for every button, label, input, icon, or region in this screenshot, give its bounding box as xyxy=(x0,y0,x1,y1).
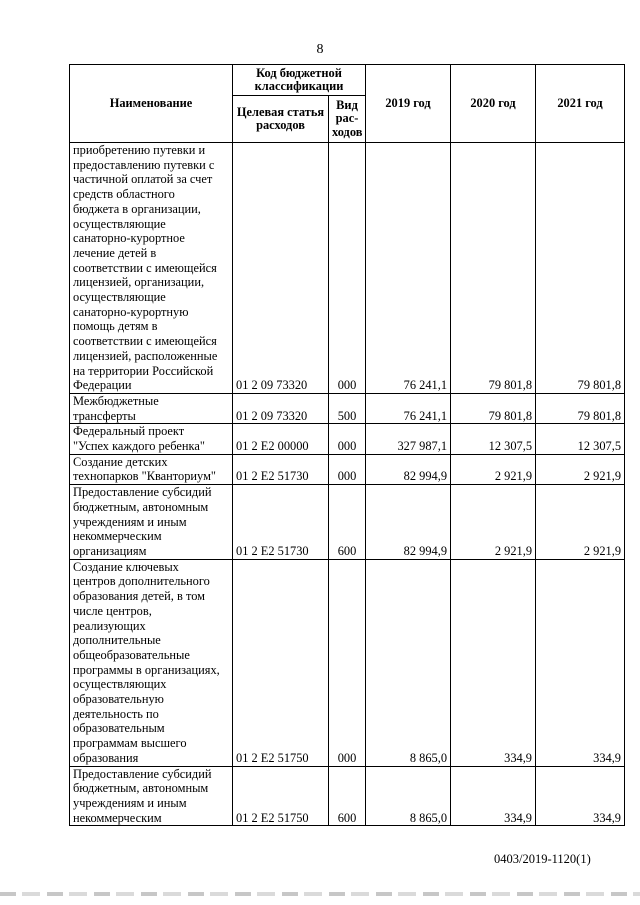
row-value-2020: 2 921,9 xyxy=(451,454,536,484)
row-expense-kind: 000 xyxy=(329,559,366,766)
row-name: Создание детских технопарков "Кванториум" xyxy=(70,454,233,484)
row-target-code: 01 2 E2 51750 xyxy=(233,559,329,766)
table-row xyxy=(70,393,625,423)
row-target-code: 01 2 E2 51730 xyxy=(233,454,329,484)
row-value-2019: 76 241,1 xyxy=(366,393,451,423)
row-name: Предоставление субсидий бюджетным, автономным учреждениям и иным некоммерческим xyxy=(70,766,233,826)
row-expense-kind: 600 xyxy=(329,485,366,560)
row-value-2020: 2 921,9 xyxy=(451,485,536,560)
row-value-2021: 79 801,8 xyxy=(536,393,625,423)
row-value-2021: 79 801,8 xyxy=(536,143,625,394)
table-row xyxy=(70,559,625,766)
row-value-2020: 79 801,8 xyxy=(451,393,536,423)
row-target-code: 01 2 E2 51750 xyxy=(233,766,329,826)
document-registration-code: 0403/2019-1120(1) xyxy=(494,852,591,866)
row-name: Межбюджетные трансферты xyxy=(70,393,233,423)
header-2021: 2021 год xyxy=(536,65,625,143)
table-row xyxy=(70,485,625,560)
row-name: Федеральный проект "Успех каждого ребенка" xyxy=(70,424,233,454)
table-row xyxy=(70,766,625,826)
table-row xyxy=(70,143,625,394)
header-code-group: Код бюджетной классификации xyxy=(233,65,366,96)
header-expense-kind: Вид рас- ходов xyxy=(329,96,366,143)
row-value-2019: 327 987,1 xyxy=(366,424,451,454)
table-row xyxy=(70,424,625,454)
scan-edge-artifact xyxy=(0,892,640,896)
budget-table xyxy=(69,64,625,826)
row-target-code: 01 2 E2 51730 xyxy=(233,485,329,560)
row-name: Предоставление субсидий бюджетным, автономным учреждениям и иным некоммерческим организациям xyxy=(70,485,233,560)
row-value-2020: 12 307,5 xyxy=(451,424,536,454)
row-value-2021: 334,9 xyxy=(536,766,625,826)
row-expense-kind: 000 xyxy=(329,454,366,484)
row-value-2019: 82 994,9 xyxy=(366,485,451,560)
row-name: Создание ключевых центров дополнительного образования детей, в том числе центров, реализующих дополнительные общеобразовательные программы в организациях, осуществляющих образовательную деятельность по образовательным программам высшего образования xyxy=(70,559,233,766)
header-2020: 2020 год xyxy=(451,65,536,143)
header-name: Наименование xyxy=(70,65,233,143)
row-value-2020: 79 801,8 xyxy=(451,143,536,394)
header-target-article: Целевая статья расходов xyxy=(233,96,329,143)
row-value-2021: 12 307,5 xyxy=(536,424,625,454)
row-target-code: 01 2 E2 00000 xyxy=(233,424,329,454)
row-target-code: 01 2 09 73320 xyxy=(233,393,329,423)
row-expense-kind: 500 xyxy=(329,393,366,423)
row-value-2019: 82 994,9 xyxy=(366,454,451,484)
table-row xyxy=(70,454,625,484)
page-number: 8 xyxy=(316,42,324,57)
row-value-2021: 2 921,9 xyxy=(536,454,625,484)
row-value-2020: 334,9 xyxy=(451,559,536,766)
row-name: приобретению путевки и предоставлению путевки с частичной оплатой за счет средств областного бюджета в организации, осуществляющие санаторно-курортное лечение детей в соответствии с имеющейся лицензией, организации, осуществляющие санаторно-курортную помощь детям в соответствии с имеющейся лицензией, расположенные на территории Российской Федерации xyxy=(70,143,233,394)
header-2019: 2019 год xyxy=(366,65,451,143)
row-expense-kind: 600 xyxy=(329,766,366,826)
row-expense-kind: 000 xyxy=(329,143,366,394)
row-value-2019: 76 241,1 xyxy=(366,143,451,394)
row-value-2020: 334,9 xyxy=(451,766,536,826)
row-target-code: 01 2 09 73320 xyxy=(233,143,329,394)
row-value-2021: 2 921,9 xyxy=(536,485,625,560)
row-value-2019: 8 865,0 xyxy=(366,766,451,826)
row-value-2019: 8 865,0 xyxy=(366,559,451,766)
row-expense-kind: 000 xyxy=(329,424,366,454)
row-value-2021: 334,9 xyxy=(536,559,625,766)
